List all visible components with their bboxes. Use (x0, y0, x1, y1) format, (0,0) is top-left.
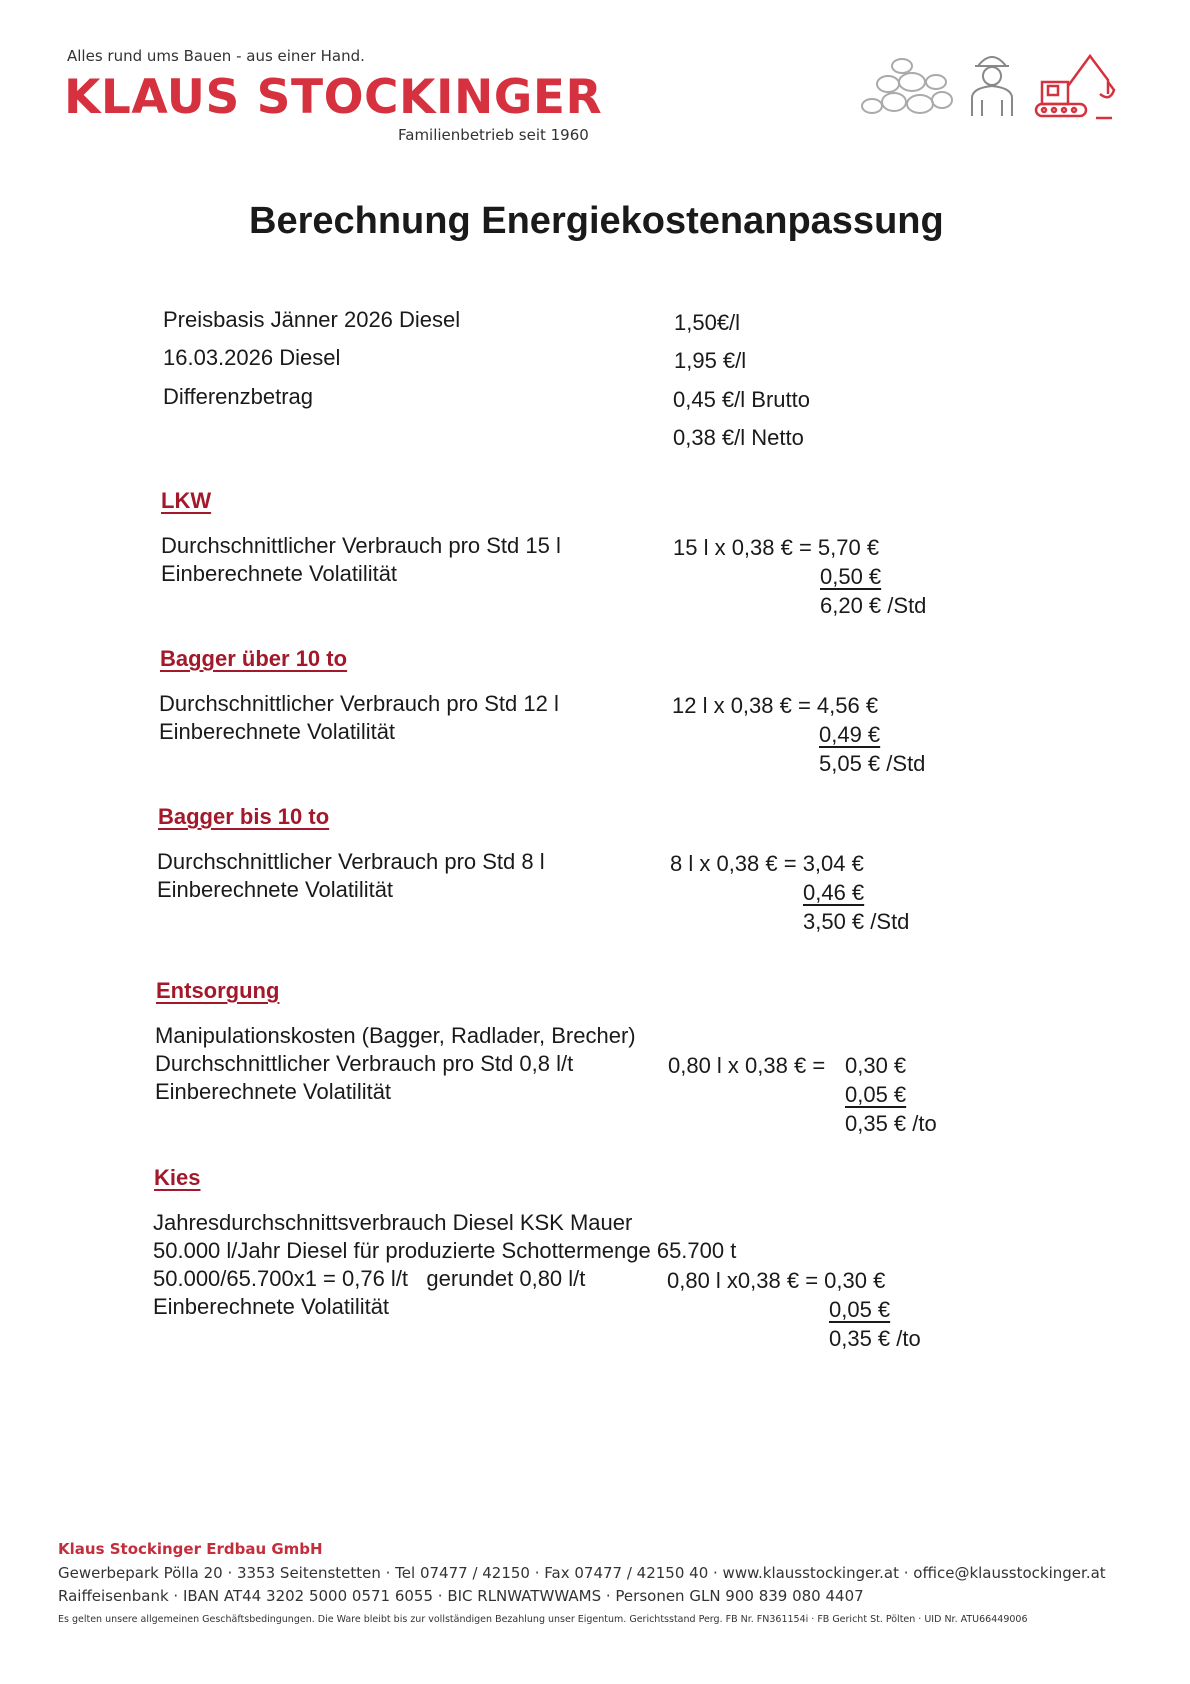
price-value-brutto: 0,45 €/l Brutto (673, 387, 810, 412)
brand-logo-text: KLAUS STOCKINGER (64, 70, 603, 125)
price-label-current: 16.03.2026 Diesel (163, 345, 341, 370)
price-value-netto: 0,38 €/l Netto (673, 425, 804, 450)
entsorgung-calc: 0,80 l x 0,38 € = (668, 1053, 826, 1078)
worker-icon (972, 57, 1012, 116)
bagger-ueber-total: 5,05 € /Std (819, 751, 926, 776)
entsorgung-consumption: Durchschnittlicher Verbrauch pro Std 0,8 l/t (155, 1051, 574, 1076)
lkw-volatility-value: 0,50 € (820, 564, 882, 589)
heading-bagger-ueber-10: Bagger über 10 to (160, 646, 348, 671)
footer-company: Klaus Stockinger Erdbau GmbH (58, 1540, 323, 1558)
footer-bank: Raiffeisenbank · IBAN AT44 3202 5000 0571 6055 · BIC RLNWATWWAMS · Personen GLN 900 839 080 4407 (58, 1587, 864, 1605)
kies-diesel-per-year: 50.000 l/Jahr Diesel für produzierte Schottermenge 65.700 t (153, 1238, 737, 1263)
price-value-base: 1,50€/l (674, 310, 741, 335)
kies-volatility-value: 0,05 € (829, 1297, 891, 1322)
entsorgung-calc-result: 0,30 € (845, 1053, 907, 1078)
lkw-volatility-label: Einberechnete Volatilität (161, 561, 398, 586)
heading-lkw: LKW (161, 488, 212, 513)
since-tagline: Familienbetrieb seit 1960 (398, 126, 589, 144)
kies-calc: 0,80 l x0,38 € = 0,30 € (667, 1268, 886, 1293)
entsorgung-manipulation: Manipulationskosten (Bagger, Radlader, Brecher) (155, 1023, 636, 1048)
heading-bagger-bis-10: Bagger bis 10 to (158, 804, 330, 829)
excavator-icon (1036, 56, 1114, 118)
bagger-ueber-volatility-label: Einberechnete Volatilität (159, 719, 396, 744)
bagger-bis-consumption: Durchschnittlicher Verbrauch pro Std 8 l (157, 849, 545, 874)
kies-volatility-label: Einberechnete Volatilität (153, 1294, 390, 1319)
entsorgung-total: 0,35 € /to (845, 1111, 937, 1136)
lkw-consumption: Durchschnittlicher Verbrauch pro Std 15 l (161, 533, 561, 558)
bagger-bis-total: 3,50 € /Std (803, 909, 910, 934)
heading-entsorgung: Entsorgung (156, 978, 280, 1003)
price-label-base: Preisbasis Jänner 2026 Diesel (163, 307, 461, 332)
bagger-ueber-volatility-value: 0,49 € (819, 722, 881, 747)
bagger-bis-volatility-value: 0,46 € (803, 880, 865, 905)
footer-legal: Es gelten unsere allgemeinen Geschäftsbedingungen. Die Ware bleibt bis zur vollständigen Bezahlung unser Eigentum. Gerichtsstand Perg. FB Nr. FN361154i · FB Gericht St. Pölten · UID Nr. ATU66449006 (58, 1614, 1028, 1625)
page-title: Berechnung Energiekostenanpassung (249, 200, 944, 242)
price-value-current: 1,95 €/l (674, 348, 747, 373)
bagger-ueber-consumption: Durchschnittlicher Verbrauch pro Std 12 l (159, 691, 559, 716)
header-icons-svg (850, 44, 1150, 124)
entsorgung-volatility-label: Einberechnete Volatilität (155, 1079, 392, 1104)
bagger-ueber-calc: 12 l x 0,38 € = 4,56 € (672, 693, 879, 718)
heading-kies: Kies (154, 1165, 201, 1190)
kies-total: 0,35 € /to (829, 1326, 921, 1351)
footer-address: Gewerbepark Pölla 20 · 3353 Seitenstetten · Tel 07477 / 42150 · Fax 07477 / 42150 40 · www.klausstockinger.at · office@klausstockinger.at (58, 1564, 1106, 1582)
stones-icon (862, 59, 952, 113)
price-label-diff: Differenzbetrag (163, 384, 314, 409)
tagline: Alles rund ums Bauen - aus einer Hand. (67, 47, 365, 65)
bagger-bis-calc: 8 l x 0,38 € = 3,04 € (670, 851, 864, 876)
lkw-calc: 15 l x 0,38 € = 5,70 € (673, 535, 880, 560)
kies-annual-consumption: Jahresdurchschnittsverbrauch Diesel KSK Mauer (153, 1210, 633, 1235)
entsorgung-volatility-value: 0,05 € (845, 1082, 907, 1107)
header-icons (850, 44, 1150, 129)
bagger-bis-volatility-label: Einberechnete Volatilität (157, 877, 394, 902)
kies-calculation: 50.000/65.700x1 = 0,76 l/t gerundet 0,80 l/t (153, 1266, 586, 1291)
lkw-total: 6,20 € /Std (820, 593, 927, 618)
